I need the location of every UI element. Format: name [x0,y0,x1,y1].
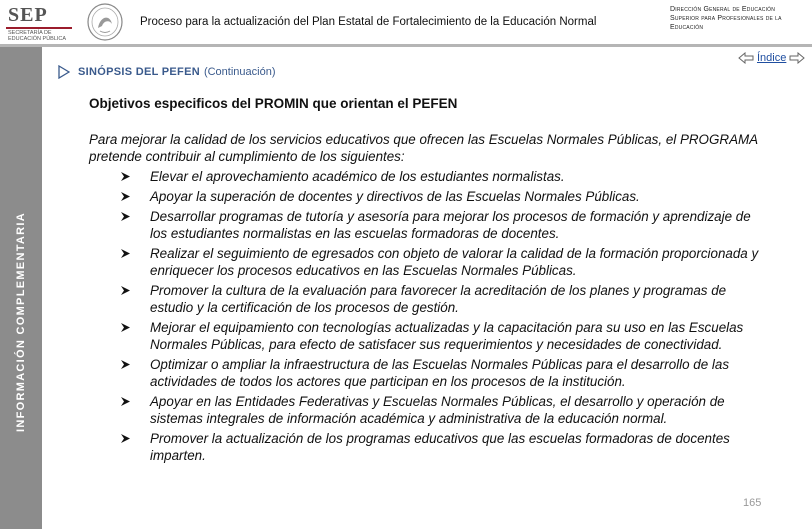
section-header [58,65,276,79]
list-item [89,282,769,316]
header [0,0,812,46]
sidebar-label: INFORMACIÓN COMPLEMENTARIA [15,212,27,432]
content-heading: Objetivos especificos del PROMIN que orientan el PEFEN [89,96,458,111]
index-navigation [738,52,805,64]
arrow-left-icon[interactable] [738,52,754,64]
department-name: Dirección General de Educación Superior para Profesionales de la Educación [670,6,782,31]
main-content [89,96,769,467]
document-title: Proceso para la actualización del Plan Estatal de Fortalecimiento de la Educación Normal [140,16,597,28]
play-triangle-icon [58,65,70,79]
arrow-bullet-icon [120,322,131,333]
section-continuation: (Continuación) [203,66,276,78]
list-item [89,188,769,205]
list-item [89,430,769,464]
logo-bar [6,27,72,29]
list-item-text: Promover la actualización de los programas educativos que las escuelas formadoras de docentes imparten. [150,431,730,463]
sidebar [0,47,42,529]
header-divider [0,44,812,47]
page-number: 165 [743,497,762,509]
arrow-bullet-icon [120,171,131,182]
section-title: SINÓPSIS DEL PEFEN [78,66,200,78]
list-item [89,245,769,279]
list-item-text: Elevar el aprovechamiento académico de los estudiantes normalistas. [150,169,565,184]
list-item-text: Apoyar en las Entidades Federativas y Escuelas Normales Públicas, el desarrollo y operación de sistemas integrales de información académica y administrativa de la educación normal. [150,394,725,426]
list-item-text: Mejorar el equipamiento con tecnologías actualizadas y la capacitación para su uso en las Escuelas Normales Públicas, para efecto de satisfacer sus requerimientos y necesidades de conectividad. [150,320,744,352]
intro-paragraph: Para mejorar la calidad de los servicios educativos que ofrecen las Escuelas Normales Públicas, el PROGRAMA pretende contribuir al cumplimiento de los siguientes: [89,132,758,164]
arrow-bullet-icon [120,285,131,296]
logo-subtitle: SECRETARÍA DE EDUCACIÓN PÚBLICA [8,30,67,42]
logo-text: SEP [8,4,48,26]
sep-logo [6,4,70,44]
arrow-bullet-icon [120,433,131,444]
list-item-text: Desarrollar programas de tutoría y asesoría para mejorar los procesos de formación y aprendizaje de los estudiantes normalistas en las escuelas formadoras de docentes. [150,209,751,241]
list-item [89,168,769,185]
arrow-bullet-icon [120,248,131,259]
list-item [89,356,769,390]
list-item-text: Realizar el seguimiento de egresados con objeto de valorar la calidad de la formación proporcionada y enriquecer los procesos educativos en las Escuelas Normales Públicas. [150,246,759,278]
arrow-bullet-icon [120,359,131,370]
list-item-text: Promover la cultura de la evaluación para favorecer la acreditación de los planes y programas de estudio y la certificación de los procesos de gestión. [150,283,727,315]
list-item [89,319,769,353]
arrow-bullet-icon [120,191,131,202]
index-link[interactable]: Índice [757,52,787,64]
arrow-bullet-icon [120,396,131,407]
arrow-bullet-icon [120,211,131,222]
list-item [89,208,769,242]
arrow-right-icon[interactable] [789,52,805,64]
list-item-text: Optimizar o ampliar la infraestructura de las Escuelas Normales Públicas para el desarrollo de las actividades de todos los actores que participan en los procesos de la institución. [150,357,730,389]
list-item-text: Apoyar la superación de docentes y directivos de las Escuelas Normales Públicas. [150,189,640,204]
national-seal-icon [86,2,124,42]
list-item [89,393,769,427]
objectives-list [89,168,769,464]
